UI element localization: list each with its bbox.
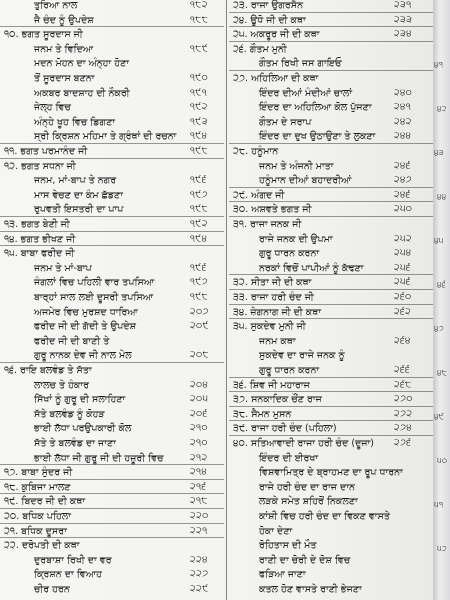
toc-entry-page: ੨੧੬ (190, 481, 207, 492)
toc-entry (0, 290, 224, 305)
toc-entry (229, 115, 433, 130)
toc-entry-title: ੩੦. ਅਸ਼ਵਤੇ ਭਗਤ ਜੀ (233, 204, 312, 216)
toc-entry (229, 509, 433, 524)
column-divider (226, 0, 227, 600)
toc-entry-page: ੨੨੭ (190, 569, 209, 580)
toc-entry (0, 567, 224, 582)
next-page-number: ੪੪ (437, 192, 447, 201)
toc-entry-title: ੧੭. ਬਾਬਾ ਸੁੰਦਰ ਜੀ (4, 467, 73, 479)
toc-entry-title: ਵਿਸ਼ਵਾਮਿਤ੍ਰ ਦੇ ਬ੍ਰਾਹਮਣ ਦਾ ਰੂਪ ਧਾਰਨਾ (259, 467, 403, 479)
toc-entry-page: ੨੪੪ (394, 131, 412, 142)
chapter-separator (229, 377, 433, 378)
toc-entry-page: ੧੯੭ (190, 189, 209, 200)
toc-entry-title: ੨੯. ਅੰਗਦ ਜੀ (233, 189, 285, 201)
toc-entry-page: ੨੧੪ (190, 467, 208, 478)
toc-entry (0, 421, 224, 436)
toc-entry (229, 494, 433, 509)
toc-entry (0, 27, 224, 42)
toc-entry-page: ੨੭੬ (394, 438, 412, 448)
toc-entry-page: ੨੬੪ (394, 335, 411, 346)
toc-entry-page: ੨੭੦ (394, 394, 413, 405)
toc-entry-page: ੨੭੪ (394, 423, 413, 434)
chapter-separator (0, 362, 224, 363)
toc-entry-title: ਸਿੱਖਾਂ ਨੂੰ ਗੁਰੂ ਦੀ ਸਲਾਹਿਣਾ (34, 394, 126, 406)
toc-entry-title: ੩੮. ਸੈਮਨ ਮੁਸਨ (233, 408, 292, 420)
toc-entry-title: ਚੀਰ ਹਰਨ (34, 584, 70, 595)
toc-entry-title: ੧੯. ਬਿਦਰ ਜੀ ਦੀ ਕਥਾ (4, 496, 86, 508)
toc-entry-title: ੨੧. ਬਧਿਕ ਦੂਸਰਾ (4, 525, 67, 537)
chapter-separator (229, 406, 433, 407)
toc-entry-title: ਦੁਰਬਾਸ਼ਾ ਰਿਖੀ ਦਾ ਵਰ (34, 554, 112, 566)
toc-entry (229, 567, 433, 582)
chapter-separator (0, 231, 224, 232)
toc-entry-title: ਨਰਕਾਂ ਵਿਚੋਂ ਪਾਪੀਆਂ ਨੂੰ ਕੱਢਣਾ (259, 262, 364, 274)
toc-entry (0, 378, 224, 393)
chapter-separator (0, 216, 224, 217)
toc-entry-title: ੨੦. ਬਧਿਕ ਪਹਿਲਾ (4, 511, 71, 522)
toc-entry-title: ੧੮. ਕੁਬਿਜਾ ਮਾਲਣ (4, 481, 71, 493)
toc-entry-title: ਜਨਮ ਤੇ ਵਿਦਿਆ (34, 43, 94, 55)
toc-entry-title: ੨੬. ਗੌਤਮ ਮੁਨੀ (233, 43, 287, 55)
toc-entry (0, 115, 224, 130)
toc-entry-page: ੨੦੯ (190, 321, 210, 332)
toc-entry-title: ੧੫. ਬਾਬਾ ਫਰੀਦ ਜੀ (4, 248, 75, 260)
chapter-separator (229, 318, 433, 319)
chapter-separator (0, 508, 224, 509)
toc-entry-title: ੩੭. ਸਨਕਾਦਿਕ ਚੌਂਣ ਰਾਜ (233, 394, 322, 406)
contents-left-column (0, 0, 224, 600)
toc-entry-title: ਗੌਤਮ ਦੇ ਸਰਾਪ (259, 116, 312, 128)
next-page-number: ੪੫ (434, 236, 444, 245)
toc-entry-title: ਜੇਲ੍ਹ ਵਿਚ (34, 102, 71, 114)
toc-entry-title: ਮਾਸ ਵੇਚਣ ਦਾ ਕੰਮ ਛੱਡਣਾ (34, 189, 123, 201)
toc-entry-title: ੩੯. ਰਾਜਾ ਹਰੀ ਚੰਦ (ਪਹਿਲਾ) (233, 423, 337, 435)
chapter-separator (0, 479, 224, 480)
toc-entry-title: ਜਨਮ, ਮਾਂ-ਬਾਪ ਤੇ ਨਗਰ (34, 175, 117, 187)
toc-entry-page: ੧੯੭ (190, 277, 209, 288)
toc-entry-page: ੧੯੮ (190, 146, 209, 156)
toc-entry (0, 188, 224, 203)
toc-entry-title: ੩੨. ਸੀਤਾ ਜੀ ਦੀ ਕਥਾ (233, 277, 312, 289)
next-page-number: ੪੧ (434, 60, 443, 69)
chapter-separator (0, 245, 224, 246)
chapter-separator (229, 274, 433, 275)
next-page-number: ੪੯ (434, 412, 444, 421)
toc-entry-page: ੨੬੦ (394, 292, 412, 302)
chapter-separator (0, 523, 224, 524)
toc-entry-page: ੨੪੧ (394, 102, 412, 113)
toc-entry-title: ਜਨਮ ਤੇ ਅੰਜਨੀ ਮਾਤਾ (259, 160, 334, 172)
toc-entry-page: ੨੦੭ (190, 306, 209, 317)
toc-entry-title: ਰੁਪਵਤੀ ਇਸਤਰੀ ਦਾ ਪਾਪ (34, 204, 124, 216)
toc-entry (229, 538, 433, 553)
toc-entry-page: ੨੨੪ (190, 554, 208, 565)
toc-entry (229, 436, 433, 451)
toc-entry-page: ੨੬੨ (394, 306, 412, 317)
toc-entry-title: ੧੨. ਭਗਤ ਸਧਨਾ ਜੀ (4, 160, 76, 172)
toc-entry-page: ੨੫੬ (394, 262, 411, 273)
toc-entry (229, 334, 433, 349)
toc-entry-title: ਅਕਬਰ ਬਾਦਸ਼ਾਹ ਦੀ ਨੌਕਰੀ (34, 87, 130, 99)
toc-entry-page: ੧੯੮ (190, 204, 209, 215)
toc-entry-title: ੪੦. ਸਤਿਆਵਾਦੀ ਰਾਜਾ ਹਰੀ ਚੰਦ (ਦੂਜਾ) (233, 438, 375, 449)
chapter-separator (229, 289, 433, 290)
toc-entry (0, 319, 224, 334)
toc-entry-title: ੧੦. ਭਗਤ ਸੂਰਦਾਸ ਜੀ (4, 29, 83, 41)
toc-entry-title: ੩੩. ਰਾਜਾ ਹਰੀ ਚੰਦ ਜੀ (233, 292, 314, 303)
chapter-separator (229, 391, 433, 392)
toc-entry-title: ੧੧. ਭਗਤ ਪਰਮਾਨੰਦ ਜੀ (4, 146, 88, 157)
chapter-separator (229, 26, 433, 27)
toc-entry-title: ਗੁਰੂ ਨਾਨਕ ਦੇਵ ਜੀ ਨਾਲ ਮੇਲ (34, 350, 132, 362)
next-page-number: ੫੦ (437, 456, 448, 465)
toc-entry-title: ਇੰਦਰ ਦਾ ਅਹਿਲਿਆ ਕੋਲ ਪੁੱਜਣਾ (259, 102, 372, 114)
toc-entry-title: ਹਨੂੰਮਾਨ ਦੀਆਂ ਬਹਾਦਰੀਆਂ (259, 175, 352, 187)
toc-entry (229, 100, 433, 115)
toc-entry-title: ਫਰੀਦ ਜੀ ਦੀ ਬਾਣੀ ਤੇ (34, 335, 110, 347)
toc-entry (0, 392, 224, 407)
toc-entry-title: ਲਾਲਚ ਤੇ ਹੰਕਾਰ (34, 379, 90, 391)
toc-entry (229, 319, 433, 334)
toc-entry-title: ਮਦਨ ਮੋਹਨ ਦਾ ਅੰਨ੍ਹਾ ਹੋਣਾ (34, 58, 129, 70)
toc-entry-title: ਫੜਿਆ ਜਾਣਾ (259, 569, 306, 581)
toc-entry-title: ਜਨਮ ਕਥਾ (259, 335, 296, 347)
toc-entry-title: ੨੩. ਰਾਜਾ ਉਗਰਸੈਨ (233, 0, 304, 11)
chapter-separator (229, 12, 433, 13)
chapter-separator (0, 537, 224, 538)
toc-entry-title: ੨੨. ਦਰੋਪਤੀ ਦੀ ਕਥਾ (4, 540, 80, 552)
chapter-separator (229, 70, 433, 71)
toc-entry-page: ੨੦੫ (190, 394, 209, 405)
toc-entry-title: ਭਾਈ ਲੱਧਾ ਜੀ ਗੁਰੂ ਜੀ ਦੀ ਹਜ਼ੂਰੀ ਵਿਚ (34, 452, 164, 464)
toc-entry (229, 144, 433, 159)
toc-entry-title: ਰਾਜੇ ਹਰੀ ਚੰਦ ਦਾ ਰਾਜ ਦਾਨ (259, 481, 355, 493)
toc-entry-title: ਗੌਤਮ ਰਿਖੀ ਜਸ ਗਾਇਓ (259, 58, 342, 70)
toc-entry-title: ਰਾਜੇ ਜਨਕ ਦੀ ਉਪਮਾ (259, 233, 333, 245)
toc-entry-page: ੧੯੧ (190, 87, 208, 98)
toc-entry (0, 538, 224, 553)
toc-entry-page: ੨੦੪ (190, 379, 209, 390)
toc-entry-page: ੨੬੮ (394, 379, 412, 390)
toc-entry (229, 86, 433, 101)
toc-entry-page: ੨੪੬ (394, 160, 411, 171)
toc-entry (229, 159, 433, 174)
toc-entry-page: ੧੮੮ (190, 14, 209, 25)
toc-entry-page: ੨੦੮ (190, 350, 210, 361)
toc-entry-title: ੨੭. ਅਹਿਲਿਆ ਦੀ ਕਥਾ (233, 73, 319, 84)
toc-entry (0, 436, 224, 451)
toc-entry (0, 407, 224, 422)
toc-entry (229, 480, 433, 495)
toc-entry-page: ੨੨੧ (190, 525, 208, 536)
toc-entry-title: ਅੰਨ੍ਹੇ ਖੂਹ ਵਿਚ ਡਿਗਣਾ (34, 116, 116, 128)
chapter-separator (229, 201, 433, 202)
toc-entry-page: ੨੫੬ (394, 277, 411, 288)
toc-entry-page: ੨੫੨ (394, 233, 412, 244)
toc-entry-page: ੨੩੧ (394, 0, 412, 10)
toc-entry-title: ਸੱਤੇ ਬਲਵੰਡ ਨੂੰ ਕੋਹੜ (34, 408, 105, 420)
chapter-separator (229, 216, 433, 217)
toc-entry (0, 305, 224, 320)
toc-entry (0, 582, 224, 597)
toc-entry-title: ਜਨਮ ਤੇ ਮਾਂ-ਬਾਪ (34, 262, 92, 274)
toc-entry-title: ਗੁਰੂ ਧਾਰਨ ਕਰਨਾ (259, 365, 320, 376)
toc-entry (229, 232, 433, 247)
toc-entry-title: ੩੪. ਜ਼ੇਗਨਾਗ ਜੀ ਦੀ ਕਥਾ (233, 306, 321, 318)
toc-entry (0, 71, 224, 86)
toc-entry-title: ੨੫. ਅਕਰੂਰ ਜੀ ਦੀ ਕਥਾ (233, 29, 320, 41)
toc-entry (229, 582, 433, 597)
toc-entry (0, 261, 224, 276)
toc-entry-title: ਸੱਤੇ ਤੇ ਬਲਵੰਡ ਦਾ ਜਾਣਾ (34, 438, 116, 449)
toc-entry-title: ਕਾਂਸ਼ੀ ਵਿਚ ਹਰੀ ਚੰਦ ਦਾ ਵਿਕਣ ਵਾਸਤੇ (259, 511, 390, 522)
toc-entry (229, 71, 433, 86)
toc-entry (0, 42, 224, 57)
toc-entry (229, 42, 433, 57)
next-page-number: ੪੮ (437, 368, 447, 377)
toc-entry-page: ੨੩੪ (394, 29, 412, 40)
toc-entry-page: ੧੮੨ (190, 0, 208, 10)
toc-entry-page: ੧੯੪ (190, 131, 208, 142)
toc-entry-page: ੨੧੦ (190, 438, 209, 448)
next-page-number: ੫੧ (434, 500, 444, 509)
toc-entry-title: ਇੰਦਰ ਦੀ ਈਰਖਾ (259, 452, 319, 464)
toc-entry-page: ੨੬੬ (394, 365, 411, 375)
toc-entry-page: ੧੯੬ (190, 262, 207, 273)
toc-entry-page: ੧੮੯ (190, 43, 209, 54)
toc-entry-title: ੧੬. ਰਾਇ ਬਲਵੰਡ ਤੇ ਸੱਤਾ (4, 365, 92, 376)
chapter-separator (0, 143, 224, 144)
toc-entry (229, 451, 433, 466)
toc-entry-title: ਕਤਲ ਹੋਣ ਵਾਸਤੇ ਰਾਣੀ ਭੇਜਣਾ (259, 584, 362, 595)
toc-entry (0, 86, 224, 101)
chapter-separator (229, 41, 433, 42)
chapter-separator (0, 493, 224, 494)
book-gutter (433, 0, 450, 600)
next-page-number: ੪੨ (437, 104, 447, 113)
toc-entry-title: ੩੧. ਰਾਜਾ ਜਨਕ ਜੀ (233, 219, 302, 230)
toc-entry-page: ੨੭੨ (394, 408, 413, 419)
toc-entry (0, 0, 224, 13)
toc-entry-page: ੧੯੦ (190, 73, 209, 83)
toc-entry-title: ੨੮. ਹਨੂੰਮਾਨ (233, 146, 279, 157)
toc-entry-title: ਲੜਕੇ ਸਮੇਤ ਸ਼ਹਿਰੋਂ ਨਿਕਲਣਾ (259, 496, 358, 508)
toc-entry-page: ੨੪੬ (394, 189, 411, 200)
toc-entry (229, 465, 433, 480)
chapter-separator (229, 420, 433, 421)
next-page-number: ੫੨ (437, 544, 447, 553)
toc-entry-page: ੨੧੨ (190, 452, 208, 463)
toc-entry-page: ੨੫੪ (394, 248, 412, 259)
chapter-separator (229, 304, 433, 305)
toc-entry-page: ੨੪੨ (394, 116, 412, 127)
toc-entry-page: ੨੫੦ (394, 204, 413, 215)
toc-entry-title: ਸੁਕਦੇਵ ਦਾ ਰਾਜੇ ਜਨਕ ਨੂੰ (259, 350, 345, 362)
toc-entry (0, 100, 224, 115)
toc-entry-title: ਗੁਰੂ ਧਾਰਨ ਕਰਨਾ (259, 248, 320, 260)
toc-entry (0, 159, 224, 174)
toc-entry-title: ੧੩. ਭਗਤ ਬੇਣੀ ਜੀ (4, 219, 70, 230)
chapter-separator (0, 464, 224, 465)
toc-entry-title: ਜੰਗਲਾਂ ਵਿਚ ਪਹਿਲੀ ਵਾਰ ਤਪਸਿਆ (34, 277, 155, 289)
toc-entry-page: ੨੪੭ (394, 175, 413, 186)
toc-entry-page: ੨੩੩ (394, 14, 413, 25)
toc-entry-page: ੧੯੨ (190, 219, 208, 229)
toc-entry (0, 56, 224, 71)
toc-entry-title: ਸ੍ਰੀ ਕ੍ਰਿਸ਼ਨ ਮਹਿਮਾ ਤੇ ਗ੍ਰੰਥਾਂ ਦੀ ਰਚਨਾ (34, 131, 177, 143)
toc-entry-page: ੧੯੬ (190, 175, 207, 186)
contents-right-column (229, 0, 433, 600)
toc-entry (0, 553, 224, 568)
next-page-number: ੪੬ (437, 280, 446, 289)
toc-entry-title: ਜੈ ਚੰਦ ਨੂੰ ਉਪਦੇਸ਼ (34, 14, 94, 26)
toc-entry (0, 363, 224, 378)
toc-entry-title: ਅਜਮੇਰ ਵਿਚ ਮੁਰਸ਼ਦ ਧਾਰਿਆ (34, 306, 138, 318)
toc-entry (0, 275, 224, 290)
toc-entry (229, 246, 433, 261)
toc-entry-page: ੧੯੨ (190, 102, 208, 113)
chapter-separator (229, 143, 433, 144)
toc-entry (0, 334, 224, 349)
toc-entry-title: ਭਾਈ ਲੱਧਾ ਪਰਉਪਕਾਰੀ ਕੋਲ (34, 423, 132, 435)
toc-entry-title: ਰੋਹਿਤਾਸ ਦੀ ਮੌਤ (259, 540, 317, 552)
toc-entry-title: ਇੰਦਰ ਦੀਆਂ ਮੰਦੀਆਂ ਚਾਲਾਂ (259, 87, 353, 99)
toc-entry-title: ੩੫. ਸੁਕਦੇਵ ਮੁਨੀ ਜੀ (233, 321, 306, 333)
toc-entry (229, 217, 433, 232)
chapter-separator (0, 158, 224, 159)
toc-entry-title: ੩੬. ਸ਼ਿਵ ਜੀ ਮਹਾਰਾਜ (233, 379, 310, 391)
toc-entry-page: ੧੯੩ (190, 116, 208, 127)
toc-entry (229, 553, 433, 568)
chapter-separator (0, 26, 224, 27)
toc-entry-title: ਤੋਂ ਸੂਰਦਾਸ ਬਣਨਾ (34, 73, 95, 84)
toc-entry-title: ਬਾਰ੍ਹਾਂ ਸਾਲ ਲਈ ਦੂਸਰੀ ਤਪਸਿਆ (34, 292, 154, 303)
toc-entry-title: ਇੰਦਰ ਦਾ ਦੁਖ ਉਠਾਉਣਾ ਤੇ ਲੁਕਣਾ (259, 131, 376, 143)
toc-entry-page: ੧੯੮ (190, 292, 209, 302)
toc-entry-title: ਹੋਕਾ ਦੇਣਾ (259, 525, 293, 537)
toc-entry-title: ੨੪. ਊਧੋ ਜੀ ਦੀ ਕਥਾ (233, 14, 306, 26)
toc-entry-title: ਕ੍ਰਿਸ਼ਨ ਦਾ ਵਿਆਹ (34, 569, 102, 581)
toc-entry-page: ੨੨੯ (190, 584, 209, 594)
toc-entry-page: ੨੨੦ (190, 511, 209, 521)
toc-entry-title: ਫਰੀਦ ਜੀ ਦੀ ਗੱਦੀ ਤੇ ਉਪਦੇਸ਼ (34, 321, 137, 333)
toc-entry-page: ੨੧੦ (190, 423, 209, 434)
toc-entry-title: ਰਾਣੀ ਦਾ ਚੋਰੀ ਦੇ ਦੋਸ਼ ਵਿਚ (259, 554, 351, 566)
toc-entry (229, 524, 433, 539)
toc-entry-page: ੨੪੦ (394, 87, 413, 98)
toc-entry-title: ਤੁਰਿਆ ਨਾਲ (34, 0, 78, 11)
toc-entry (229, 348, 433, 363)
next-page-number: ੪੭ (434, 324, 444, 333)
toc-entry-page: ੨੧੮ (190, 496, 208, 507)
toc-entry-page: ੧੯੪ (190, 233, 208, 244)
toc-entry (0, 173, 224, 188)
toc-entry-title: ੧੪. ਭਗਤ ਭੀਖਣ ਜੀ (4, 233, 76, 245)
toc-entry-page: ੨੦੬ (190, 408, 208, 419)
chapter-separator (229, 435, 433, 436)
next-page-number: ੪੩ (434, 148, 444, 157)
chapter-separator (229, 187, 433, 188)
toc-entry (0, 246, 224, 261)
